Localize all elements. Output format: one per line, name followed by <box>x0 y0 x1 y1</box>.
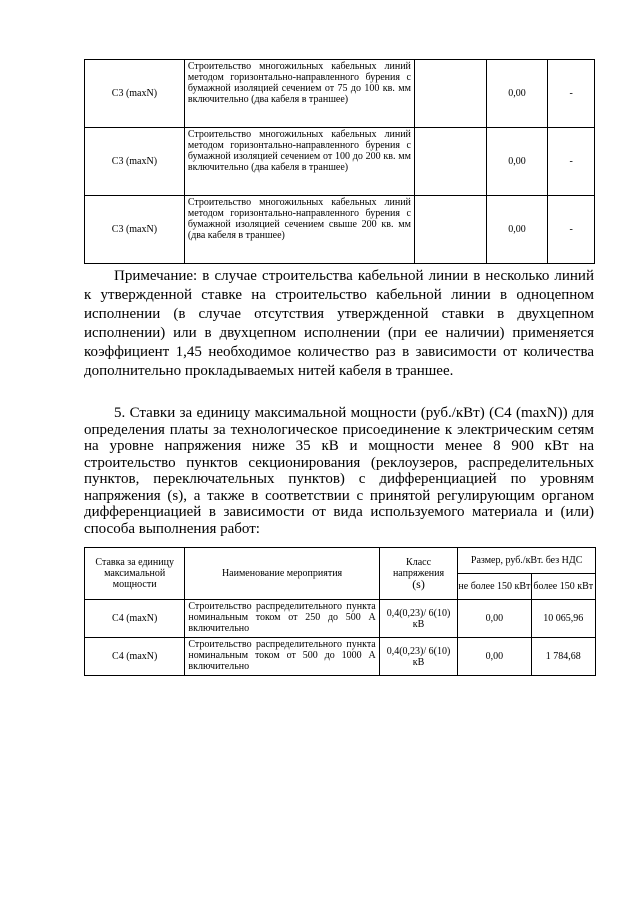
section-5-text: 5. Ставки за единицу максимальной мощности (руб./кВт) (C4 (maxN)) для определения платы за технологическое присоединение к электрическим сетям на уровне напряжения ниже 35 кВ и мощности менее 8 900 кВт на строительство пунктов секционирования (реклоузеров, распределительных пунктов, переключательных пунктов) с дифференциацией по уровням напряжения (s), а также в соответствии с принятой регулирующим органом дифференциацией в зависимости от вида используемого материала и (или) способа выполнения работ: <box>84 405 594 537</box>
description-cell: Строительство распределительного пункта номинальным током от 500 до 1000 А включительно <box>185 638 379 676</box>
header-up-to-150: не более 150 кВт <box>458 574 531 600</box>
empty-cell <box>414 128 486 196</box>
rate-code-cell: C3 (maxN) <box>85 128 185 196</box>
empty-cell <box>414 60 486 128</box>
note-text: Примечание: в случае строительства кабельной линии в несколько линий к утвержденной ставке на строительство кабельной линии в одноцепном исполнении (в случае отсутствия утвержденной ставки в двухцепном исполнении) или в двухцепном исполнении (при ее наличии) применяется коэффициент 1,45 необходимое количество раз в зависимости от количества дополнительно прокладываемых нитей кабеля в траншее. <box>84 268 594 379</box>
description-cell: Строительство многожильных кабельных линий методом горизонтально-направленного бурения с бумажной изоляцией сечением от 75 до 100 кв. мм включительно (два кабеля в траншее) <box>184 60 414 128</box>
empty-cell <box>414 196 486 264</box>
header-voltage-label: Класс напряжения <box>392 556 445 579</box>
voltage-cell: 0,4(0,23)/ 6(10) кВ <box>379 638 458 676</box>
header-voltage-symbol: (s) <box>412 576 425 591</box>
value-cell: - <box>548 60 595 128</box>
header-over-150: более 150 кВт <box>531 574 595 600</box>
value-cell: 0,00 <box>486 196 548 264</box>
value-cell: 0,00 <box>486 128 548 196</box>
rate-code-cell: C3 (maxN) <box>85 60 185 128</box>
description-cell: Строительство многожильных кабельных линий методом горизонтально-направленного бурения с бумажной изоляцией сечением от 100 до 200 кв. мм включительно (два кабеля в траншее) <box>184 128 414 196</box>
header-amount: Размер, руб./кВт. без НДС <box>458 548 596 574</box>
table-row <box>85 60 595 128</box>
header-row <box>85 548 596 574</box>
table-row <box>85 600 596 638</box>
header-activity: Наименование мероприятия <box>185 548 379 600</box>
description-cell: Строительство распределительного пункта номинальным током от 250 до 500 А включительно <box>185 600 379 638</box>
description-cell: Строительство многожильных кабельных линий методом горизонтально-направленного бурения с бумажной изоляцией сечением свыше 200 кв. мм (два кабеля в траншее) <box>184 196 414 264</box>
value-cell: 0,00 <box>458 638 531 676</box>
value-cell: - <box>548 196 595 264</box>
note-paragraph <box>84 267 594 381</box>
section-5-paragraph <box>84 405 594 537</box>
header-voltage <box>379 548 458 600</box>
rate-code-cell: C4 (maxN) <box>85 600 185 638</box>
sectioning-rates-table <box>84 547 596 676</box>
table-row <box>85 128 595 196</box>
value-cell: 1 784,68 <box>531 638 595 676</box>
table-row <box>85 196 595 264</box>
cable-rates-table <box>84 59 595 264</box>
value-cell: 0,00 <box>486 60 548 128</box>
value-cell: 10 065,96 <box>531 600 595 638</box>
table-row <box>85 638 596 676</box>
rate-code-cell: C4 (maxN) <box>85 638 185 676</box>
voltage-cell: 0,4(0,23)/ 6(10) кВ <box>379 600 458 638</box>
header-rate: Ставка за единицу максимальной мощности <box>85 548 185 600</box>
value-cell: - <box>548 128 595 196</box>
rate-code-cell: C3 (maxN) <box>85 196 185 264</box>
value-cell: 0,00 <box>458 600 531 638</box>
